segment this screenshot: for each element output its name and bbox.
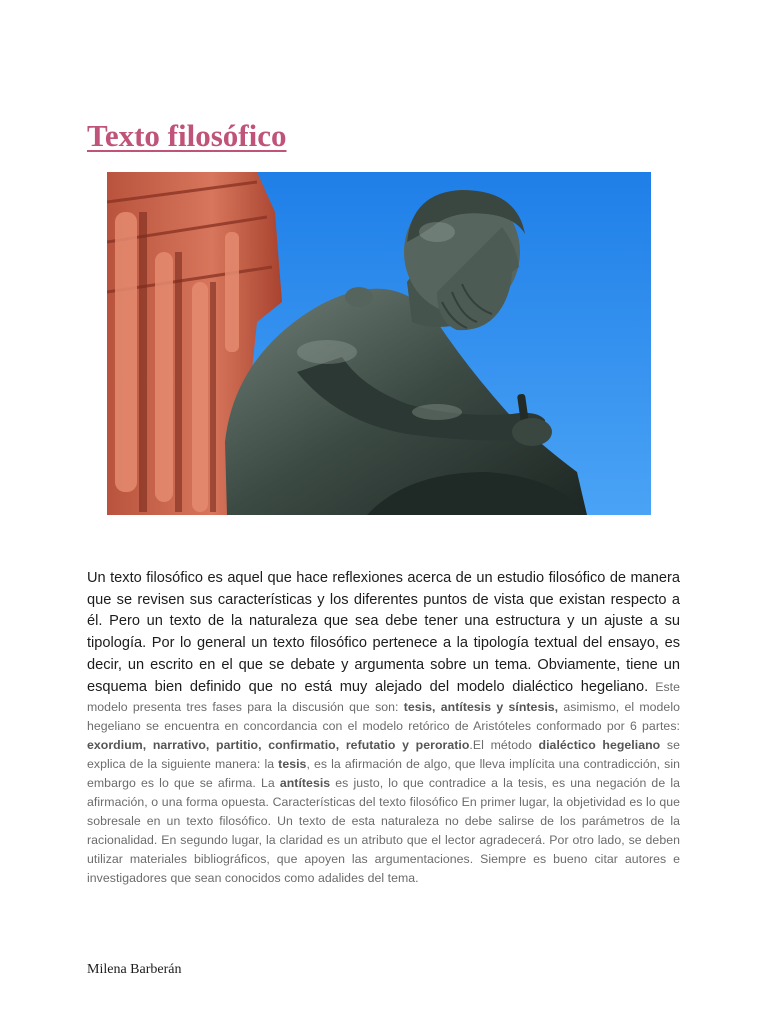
- aristotle-statue-photo: [107, 172, 651, 515]
- bold-tesis-2: tesis: [278, 757, 307, 772]
- rest-text-2: asimismo, el modelo hegeliano se encuentra en concordancia con el modelo retórico de Aristóteles conformado por 6 partes:: [87, 700, 680, 734]
- rest-text-3: .El método: [469, 738, 539, 753]
- bold-antitesis-2: antítesis: [279, 776, 331, 791]
- bold-dialectico: dialéctico hegeliano: [538, 738, 661, 753]
- body-paragraph: [87, 568, 680, 888]
- bold-tesis: tesis,: [403, 700, 436, 715]
- author-name: Milena Barberán: [87, 962, 182, 977]
- rest-text-6: es justo, lo que contradice a la tesis, es una negación de la afirmación, o una forma opuesta. Características del texto filosófico En primer lugar, la objetividad es lo que sobresale en un texto filosófico. Un texto de esta naturaleza no debe salirse de los parámetros de la racionalidad. En segundo lugar, la claridad es un atributo que el lector agradecerá. Por otro lado, se deben utilizar materiales bibliográficos, que apoyen las argumentaciones. Siempre es bueno citar autores e investigadores que sean conocidos como adalides del tema.: [87, 776, 680, 886]
- bold-parts: exordium, narrativo, partitio, confirmatio, refutatio y peroratio: [87, 738, 470, 753]
- rest-text-4: se explica de la siguiente manera: la: [87, 738, 680, 772]
- rest-text-1: Este modelo presenta tres fases para la discusión que son:: [87, 679, 680, 715]
- bold-antitesis-sintesis: antítesis y síntesis,: [440, 700, 559, 715]
- paragraph-lead: Un texto filosófico es aquel que hace reflexiones acerca de un estudio filosófico de manera que se revisen sus características y los diferentes puntos de vista que existan respecto a él. Pero un texto de la naturaleza que sea debe tener una estructura y un ajuste a su tipología. Por lo general un texto filosófico pertenece a la tipología textual del ensayo, es decir, un escrito en el que se debate y argumenta sobre un tema. Obviamente, tiene un esquema bien definido que no está muy alejado del modelo dialéctico hegeliano.: [87, 570, 680, 695]
- page-title: Texto filosófico: [87, 118, 287, 153]
- rest-text-5: , es la afirmación de algo, que lleva implícita una contradicción, sin embargo es lo que se afirma. La: [87, 757, 680, 791]
- paragraph-rest: [87, 680, 680, 886]
